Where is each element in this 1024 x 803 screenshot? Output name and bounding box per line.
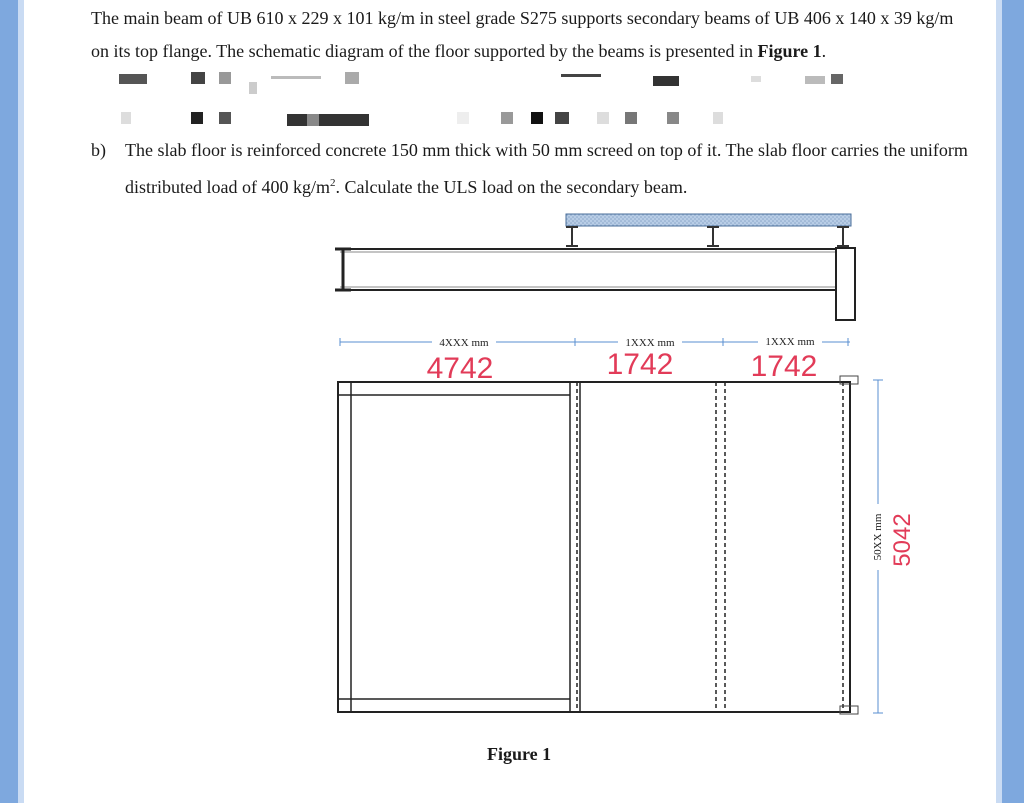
redacted-text-block [91, 66, 951, 132]
column-elevation-right [836, 248, 855, 320]
question-b-superscript: 2 [329, 177, 336, 189]
dim-right-label: 1XXX mm [765, 336, 815, 348]
secondary-beam-plan-left [570, 382, 580, 712]
column-section-left [335, 249, 351, 290]
figure-1-diagram [0, 200, 1024, 730]
plan-outer-frame [338, 382, 850, 712]
redacted-line-1 [119, 72, 843, 94]
secondary-beam-section-mid [707, 227, 719, 246]
redacted-line-2 [121, 112, 723, 126]
question-b-text [125, 134, 971, 204]
intro-paragraph [91, 2, 961, 68]
dim-left-value: 4742 [426, 352, 494, 385]
question-b-label: b) [91, 140, 106, 160]
intro-text: The main beam of UB 610 x 229 x 101 kg/m in steel grade S275 supports secondary beams of UB 406 x 140 x 39 kg/m on its top flange. The schematic diagram of the floor supported by the beams is presented in [91, 8, 954, 61]
secondary-beam-section-right [837, 227, 849, 246]
question-b-text-part2: . Calculate the ULS load on the secondary beam. [335, 177, 688, 197]
dim-mid-label: 1XXX mm [625, 337, 675, 349]
dim-left-label: 4XXX mm [439, 337, 489, 349]
secondary-beam-section-left [566, 227, 578, 246]
elevation-view [335, 214, 855, 320]
main-beam-elevation [340, 249, 838, 290]
dimension-line-horizontal [340, 334, 850, 349]
figure-caption: Figure 1 [487, 744, 552, 764]
question-b-text-part1: The slab floor is reinforced concrete 150 mm thick with 50 mm screed on top of it. The slab floor carries the uniform distributed load of 400 kg/m [125, 140, 968, 197]
dimension-line-vertical [870, 380, 916, 713]
secondary-beam-plan-mid [716, 382, 725, 712]
intro-period: . [821, 41, 827, 61]
dim-vert-value: 5042 [889, 513, 916, 567]
slab-elevation [566, 214, 851, 226]
plan-view [338, 376, 858, 714]
dim-mid-value: 1742 [606, 348, 674, 381]
dim-vert-label: 50XX mm [872, 513, 884, 561]
dim-right-value: 1742 [750, 350, 818, 383]
intro-figure-ref: Figure 1 [757, 41, 822, 61]
